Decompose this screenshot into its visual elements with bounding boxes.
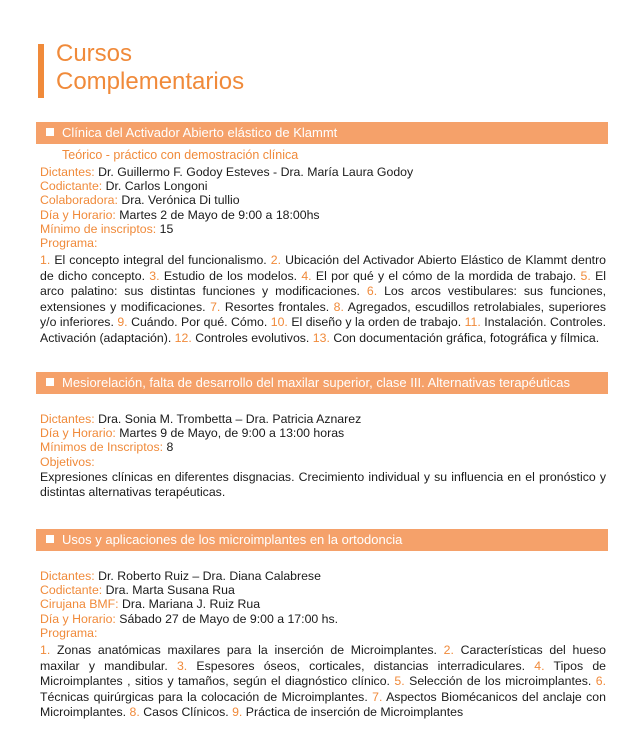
- info-value: 8: [166, 440, 174, 455]
- course-1-title: Clínica del Activador Abierto elástico de Klammt: [62, 125, 338, 140]
- info-row: [40, 569, 606, 583]
- info-label: Dictantes:: [40, 569, 95, 583]
- program-item-number: 8.: [333, 299, 344, 314]
- program-item-number: 5.: [580, 268, 591, 283]
- bullet-square-icon: [46, 378, 54, 386]
- info-label: Mínimos de Inscriptos:: [40, 440, 164, 455]
- program-item-number: 5.: [394, 674, 405, 689]
- program-item-number: 4.: [534, 658, 545, 673]
- info-label: Día y Horario:: [40, 207, 116, 222]
- program-item-text: Resortes frontales.: [224, 299, 330, 314]
- course-3-title: Usos y aplicaciones de los microimplantes en la ortodoncia: [62, 532, 403, 547]
- course-1-header: [36, 122, 608, 144]
- program-item-number: 12.: [174, 330, 192, 345]
- info-label: Día y Horario:: [40, 611, 116, 626]
- info-row: [40, 426, 606, 440]
- bullet-square-icon: [46, 535, 54, 543]
- info-label: Cirujana BMF:: [40, 597, 119, 612]
- info-value: Dr. Carlos Longoni: [105, 179, 208, 194]
- page-title: Cursos Complementarios: [56, 40, 245, 95]
- program-item-text: Casos Clínicos.: [143, 705, 229, 720]
- program-item-text: El arco palatino: sus distintas funciones y modificaciones.: [40, 268, 606, 299]
- program-item-number: 1.: [40, 253, 51, 268]
- info-label: Programa:: [40, 236, 98, 251]
- info-row: [40, 412, 606, 426]
- info-value: Dra. Mariana J. Ruiz Rua: [122, 597, 261, 612]
- program-item-text: Práctica de inserción de Microimplantes: [245, 705, 464, 720]
- info-value: Dra. Verónica Di tullio: [121, 193, 240, 208]
- program-item-number: 7.: [210, 299, 221, 314]
- program-item-number: 3.: [176, 658, 188, 673]
- program-item-text: El por qué y el cómo de la mordida de trabajo.: [315, 268, 577, 283]
- program-item-number: 6.: [595, 674, 606, 689]
- program-item-text: Ubicación del Activador Abierto Elástico de Klammt dentro de dicho concepto.: [40, 253, 607, 283]
- program-item-text: Con documentación gráfica, fotográfica y fílmica.: [333, 330, 600, 345]
- program-item-text: Estudio de los modelos.: [163, 268, 298, 283]
- program-item-number: 4.: [301, 268, 312, 283]
- program-item-text: Instalación. Controles. Activación (adaptación).: [40, 315, 606, 345]
- info-label: Codictante:: [40, 583, 103, 598]
- info-value: Dra. Sonia M. Trombetta – Dra. Patricia Aznarez: [98, 412, 362, 426]
- program-item-text: Selección de los microimplantes.: [409, 674, 592, 689]
- info-label: Dictantes:: [40, 165, 95, 179]
- info-value: Dra. Marta Susana Rua: [105, 583, 235, 598]
- program-item-text: Espesores óseos, corticales, distancias interradiculares.: [196, 658, 526, 673]
- program-item-text: El diseño y la orden de trabajo.: [291, 315, 462, 330]
- program-item-number: 9.: [232, 705, 243, 720]
- program-item-number: 13.: [312, 330, 330, 345]
- info-row: [40, 612, 606, 626]
- program-item-number: 6.: [366, 284, 378, 299]
- course-2-body: [40, 412, 606, 501]
- info-row: [40, 236, 606, 250]
- info-row: [40, 597, 606, 611]
- info-row: [40, 626, 606, 640]
- program-item-text: Aspectos Biomécanicos del anclaje con Microimplantes.: [40, 689, 606, 720]
- info-label: Colaboradora:: [40, 193, 118, 208]
- program-item-text: El concepto integral del funcionalismo.: [54, 253, 267, 268]
- info-row: [40, 179, 606, 193]
- info-row: [40, 193, 606, 207]
- info-label: Codictante:: [40, 179, 103, 194]
- info-row: [40, 208, 606, 222]
- program-item-text: Zonas anatómicas maxilares para la inserción de Microimplantes.: [57, 643, 437, 658]
- info-value: Dr. Roberto Ruiz – Dra. Diana Calabrese: [98, 569, 321, 583]
- info-row: [40, 455, 606, 469]
- course-3-body: [40, 569, 606, 721]
- program-item-number: 11.: [464, 315, 481, 330]
- info-label: Programa:: [40, 625, 98, 640]
- info-value: Martes 2 de Mayo de 9:00 a 18:00hs: [119, 207, 320, 222]
- program-item-text: Cuándo. Por qué. Cómo.: [131, 315, 268, 330]
- course-2-info: [40, 412, 606, 469]
- info-value: Dr. Guillermo F. Godoy Esteves - Dra. María Laura Godoy: [98, 165, 414, 179]
- info-row: [40, 583, 606, 597]
- program-item-text: Características del hueso maxilar y mandibular.: [40, 643, 607, 673]
- course-2-header: [36, 372, 608, 394]
- program-item-text: Controles evolutivos.: [195, 330, 310, 345]
- bullet-square-icon: [46, 128, 54, 136]
- program-item-text: Los arcos vestibulares: sus funciones, extensiones y modificaciones.: [40, 284, 606, 314]
- program-item-number: 7.: [372, 689, 383, 704]
- info-value: Sábado 27 de Mayo de 9:00 a 17:00 hs.: [119, 611, 339, 626]
- course-1-subtitle: Teórico - práctico con demostración clínica: [62, 148, 299, 162]
- course-2-objectives: Expresiones clínicas en diferentes disgnacias. Crecimiento individual y su influencia en el pronóstico y distintas alternativas terapéuticas.: [40, 469, 606, 500]
- course-1-program: [40, 253, 606, 346]
- program-item-number: 1.: [40, 643, 51, 658]
- course-1-info: [40, 165, 606, 250]
- info-label: Objetivos:: [40, 454, 95, 469]
- info-value: 15: [159, 221, 174, 236]
- course-3-program: [40, 643, 606, 721]
- program-item-number: 10.: [270, 315, 288, 330]
- course-3-info: [40, 569, 606, 640]
- course-3-header: [36, 529, 608, 551]
- info-row: [40, 165, 606, 179]
- info-row: [40, 222, 606, 236]
- info-label: Mínimo de inscriptos:: [40, 221, 157, 236]
- program-item-number: 9.: [117, 315, 128, 330]
- program-item-text: Tipos de Microimplantes , sitios y tamaños, según el diagnóstico clínico.: [40, 658, 607, 689]
- course-1-body: [40, 165, 606, 346]
- info-value: Martes 9 de Mayo, de 9:00 a 13:00 horas: [119, 426, 345, 441]
- program-item-number: 3.: [149, 268, 160, 283]
- program-item-number: 8.: [129, 705, 140, 720]
- info-row: [40, 440, 606, 454]
- program-item-text: Técnicas quirúrgicas para la colocación de Microimplantes.: [40, 689, 368, 704]
- title-accent-bar: [38, 44, 44, 98]
- info-label: Día y Horario:: [40, 426, 116, 441]
- program-item-text: Agregados, escudillos retrolabiales, superiores y/o inferiores.: [40, 299, 606, 330]
- program-item-number: 2.: [443, 643, 454, 658]
- program-item-number: 2.: [270, 253, 282, 268]
- course-2-title: Mesiorelación, falta de desarrollo del maxilar superior, clase III. Alternativas terapéuticas: [62, 375, 570, 390]
- info-label: Dictantes:: [40, 412, 95, 426]
